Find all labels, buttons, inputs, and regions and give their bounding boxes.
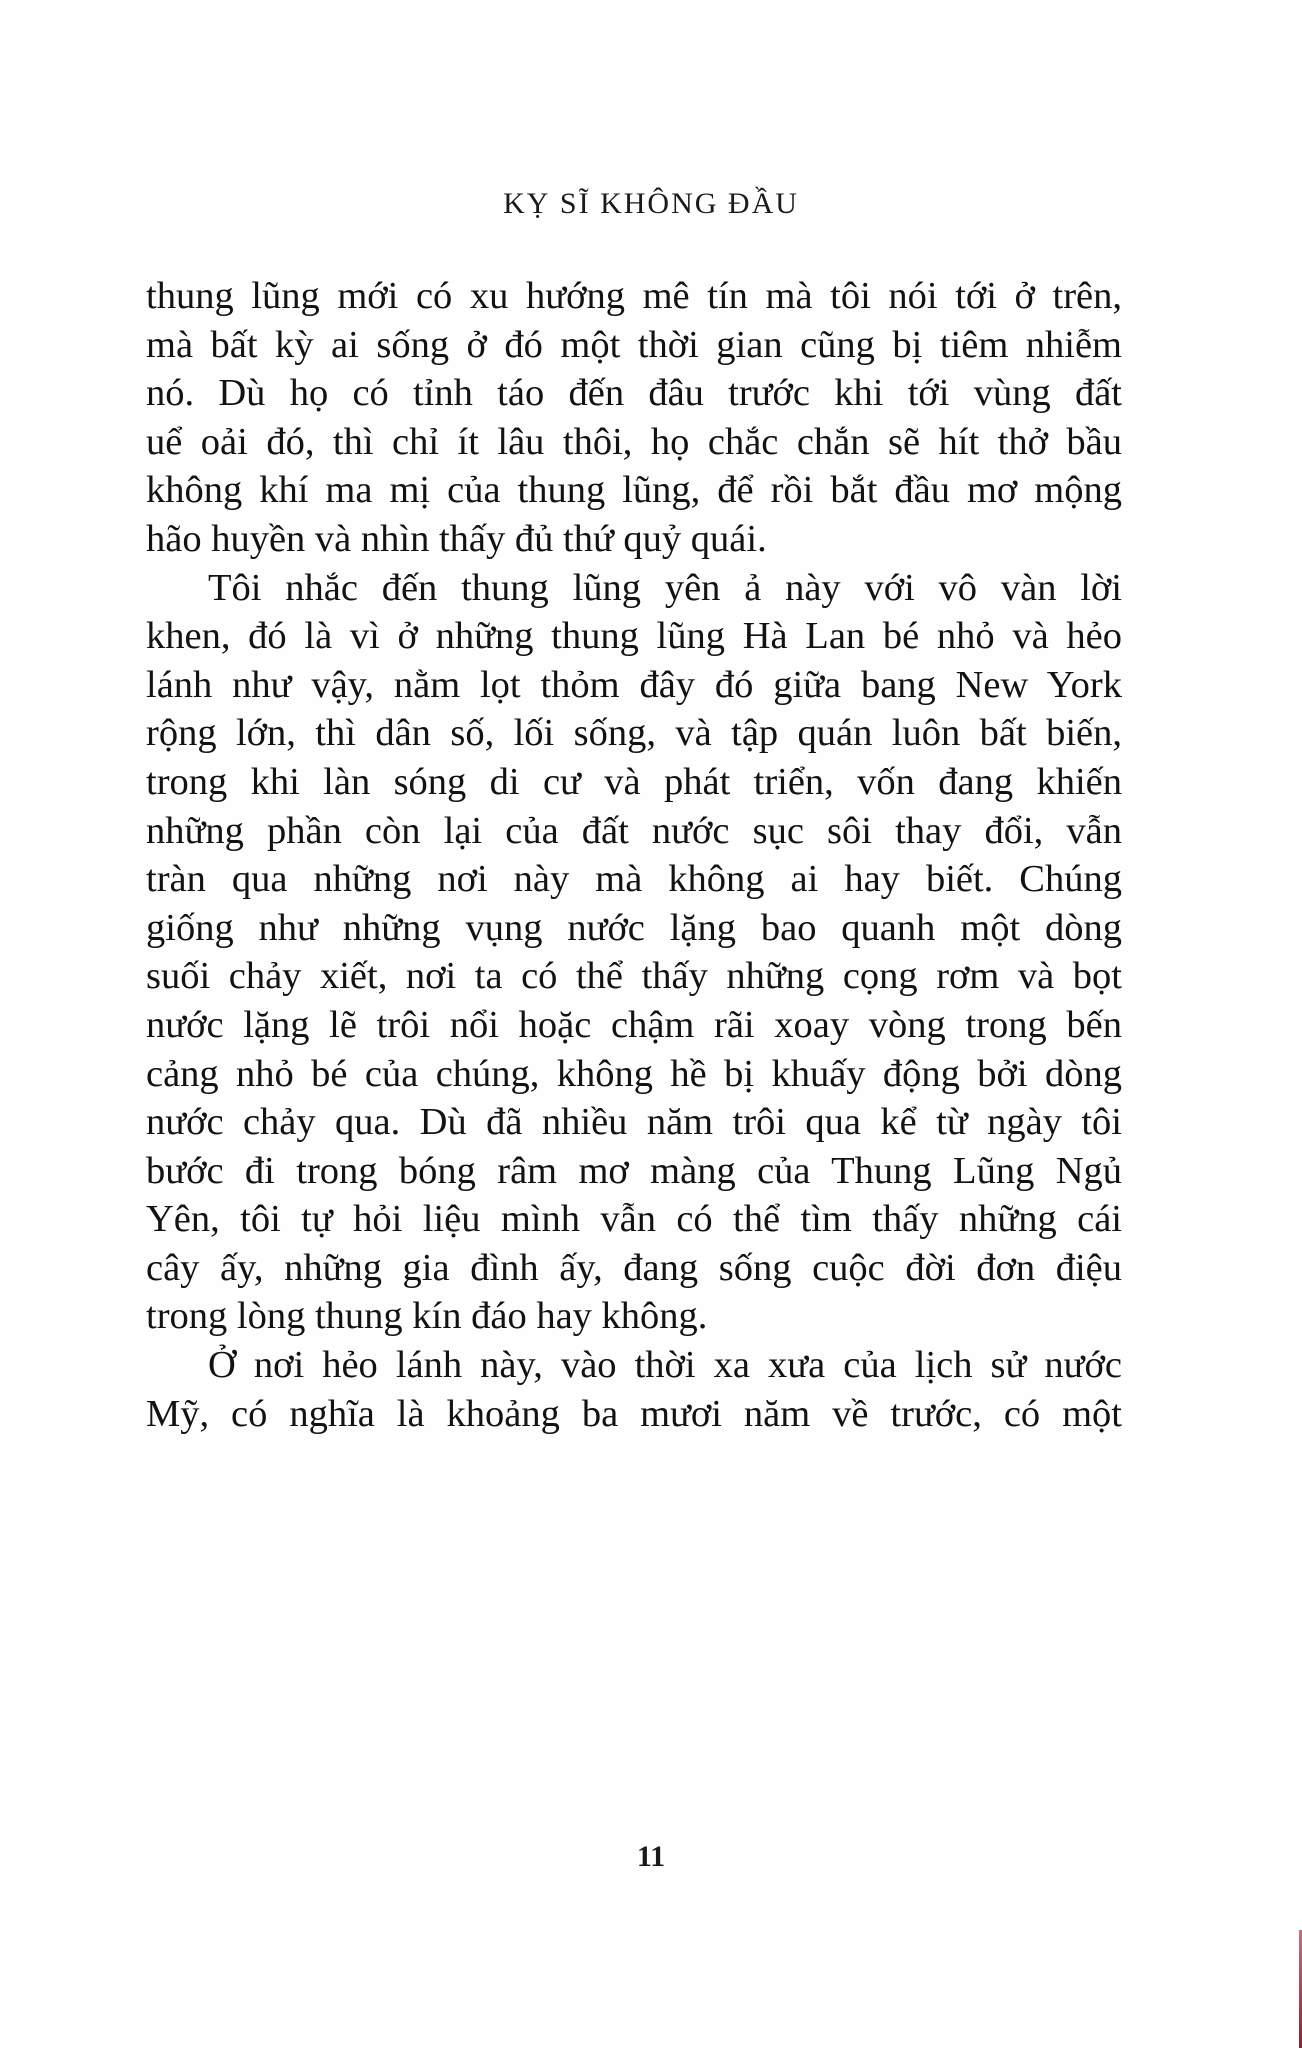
running-header: KỴ SĨ KHÔNG ĐẦU (503, 187, 799, 220)
text-line: thung lũng mới có xu hướng mê tín mà tôi nói tới ở trên, (146, 275, 1122, 317)
text-line: nước lặng lẽ trôi nổi hoặc chậm rãi xoay vòng trong bến (146, 1003, 1122, 1046)
text-line: không khí ma mị của thung lũng, để rồi bắt đầu mơ mộng (146, 469, 1122, 512)
text-line: giống như những vụng nước lặng bao quanh một dòng (146, 906, 1122, 949)
text-line: cảng nhỏ bé của chúng, không hề bị khuấy động bởi dòng (146, 1052, 1122, 1095)
text-line: rộng lớn, thì dân số, lối sống, và tập quán luôn bất biến, (146, 712, 1122, 755)
text-line: tràn qua những nơi này mà không ai hay biết. Chúng (146, 858, 1122, 901)
text-line: Tôi nhắc đến thung lũng yên ả này với vô vàn lời (208, 566, 1122, 609)
text-line: khen, đó là vì ở những thung lũng Hà Lan bé nhỏ và hẻo (146, 615, 1122, 658)
text-line: suối chảy xiết, nơi ta có thể thấy những cọng rơm và bọt (146, 955, 1122, 998)
text-line: trong khi làn sóng di cư và phát triển, vốn đang khiến (146, 760, 1122, 803)
text-line: Ở nơi hẻo lánh này, vào thời xa xưa của lịch sử nước (208, 1344, 1122, 1387)
text-line: nước chảy qua. Dù đã nhiều năm trôi qua kể từ ngày tôi (146, 1101, 1122, 1144)
text-line: hão huyền và nhìn thấy đủ thứ quỷ quái. (146, 517, 767, 560)
body-text (146, 272, 1122, 1438)
page-number: 11 (636, 1840, 666, 1873)
text-line: uể oải đó, thì chỉ ít lâu thôi, họ chắc chắn sẽ hít thở bầu (146, 420, 1122, 463)
text-line: bước đi trong bóng râm mơ màng của Thung Lũng Ngủ (146, 1149, 1122, 1192)
text-line: Mỹ, có nghĩa là khoảng ba mươi năm về trước, có một (146, 1392, 1122, 1435)
text-line: lánh như vậy, nằm lọt thỏm đây đó giữa bang New York (146, 663, 1122, 706)
text-line: những phần còn lại của đất nước sục sôi thay đổi, vẫn (146, 809, 1122, 852)
text-line: Yên, tôi tự hỏi liệu mình vẫn có thể tìm thấy những cái (146, 1198, 1122, 1241)
text-line: mà bất kỳ ai sống ở đó một thời gian cũng bị tiêm nhiễm (146, 323, 1122, 366)
text-line: trong lòng thung kín đáo hay không. (146, 1295, 708, 1338)
text-line: nó. Dù họ có tỉnh táo đến đâu trước khi tới vùng đất (146, 372, 1122, 415)
text-line: cây ấy, những gia đình ấy, đang sống cuộc đời đơn điệu (146, 1246, 1122, 1289)
